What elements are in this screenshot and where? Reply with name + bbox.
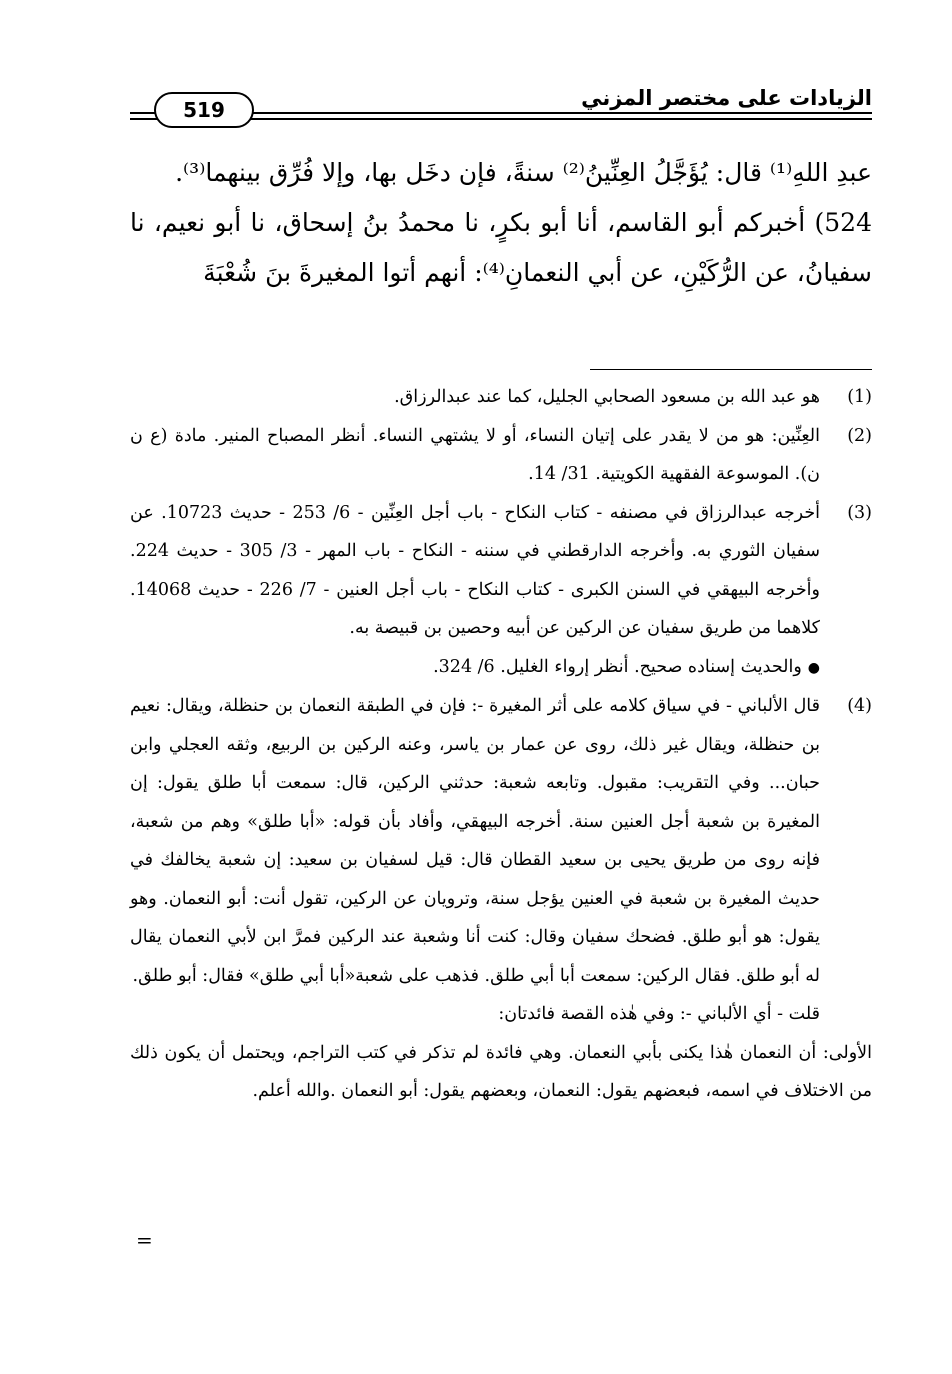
footnote-4-continuation [130, 1034, 872, 1111]
footnote-number: (2) [847, 425, 872, 446]
footnote-text: العِنِّين: هو من لا يقدر على إتيان النساء، أو لا يشتهي النساء. أنظر المصباح المنير. مادة (ع ن ن). الموسوعة الفقهية الكويتية. 31/ 14. [130, 425, 820, 484]
main-text [130, 148, 872, 298]
footnote-text: الأولى: أن النعمان هٰذا يكنى بأبي النعمان. وهي فائدة لم تذكر في كتب التراجم، ويحتمل أن يكون ذلك من الاختلاف في اسمه، فبعضهم يقول: النعمان، وبعضهم يقول: أبو النعمان .والله أعلم. [130, 1042, 872, 1101]
bullet-text: والحديث إسناده صحيح. أنظر إرواء الغليل. 6/ 324. [433, 656, 802, 677]
page-number-badge: 519 [154, 92, 254, 128]
footnote-4-line: قلت - أي الألباني -: وفي هٰذه القصة فائدتان: [498, 1004, 820, 1024]
footnote-number: (1) [847, 387, 872, 407]
bullet-icon: ● [807, 659, 820, 676]
footnote-3 [130, 494, 872, 648]
footnote-2 [130, 417, 872, 494]
footnote-text: هو عبد الله بن مسعود الصحابي الجليل، كما عند عبدالرزاق. [394, 387, 820, 407]
footnote-number: (4) [847, 696, 872, 716]
main-paragraph-2: 524) أخبركم أبو القاسم، أنا أبو بكرٍ، نا محمدُ بنُ إسحاق، نا أبو نعيم، نا سفيانُ، عن الرُّكَيْنِ، عن أبي النعمانِ⁽⁴⁾: أنهم أتوا المغيرةَ بنَ شُعْبَةَ [130, 208, 872, 287]
footnote-4 [130, 687, 872, 1034]
main-paragraph-1: عبدِ اللهِ⁽¹⁾ قال: يُؤَجَّلُ العِنِّينُ⁽²⁾ سنةً، فإن دخَل بها، وإلا فُرِّق بينهما⁽³⁾. [175, 158, 872, 187]
footnote-text: قال الألباني - في سياق كلامه على أثر المغيرة -: فإن في الطبقة النعمان بن حنظلة، ويقال: نعيم بن حنظلة، ويقال غير ذلك، روى عن عمار بن ياسر، وعنه الركين بن الربيع، وثقه العجلي وابن حبان... وفي التقريب: مقبول. وتابعه شعبة: حدثني الركين، قال: سمعت أبا طلق يقول: إن المغيرة بن شعبة أجل العنين سنة. أخرجه البيهقي، وأفاد بأن قوله: «أبا طلق» وهم من شعبة، فإنه روى من طريق يحيى بن سعيد القطان قال: قيل لسفيان بن سعيد: إن شعبة يخالفك في حديث المغيرة بن شعبة في العنين يؤجل سنة، وترويان عن الركين، تقول أنت: أبو النعمان. وهو يقول: هو أبو طلق. فضحك سفيان وقال: كنت أنا وشعبة عند الركين فمرَّ ابن لأبي النعمان يقال له أبو طلق. فقال الركين: سمعت أبا أبي طلق. فذهب على شعبة«أبا أبي طلق» فقال: أبو طلق. [130, 696, 820, 986]
running-title: الزيادات على مختصر المزني [581, 86, 872, 110]
page-header [130, 86, 872, 126]
continuation-mark: = [136, 1228, 153, 1252]
footnote-text: أخرجه عبدالرزاق في مصنفه - كتاب النكاح - باب أجل العِنِّين - 6/ 253 - حديث 10723. عن سفيان الثوري به. وأخرجه الدارقطني في سننه - النكاح - باب المهر - 3/ 305 - حديث 224. وأخرجه البيهقي في السنن الكبرى - كتاب النكاح - باب أجل العنين - 7/ 226 - حديث 14068. كلاهما من طريق سفيان عن الركين عن أبيه وحصين بن قبيصة به. [130, 502, 821, 638]
footnote-number: (3) [847, 502, 872, 523]
footnote-1 [130, 378, 872, 417]
footnotes [130, 378, 872, 1111]
footnote-separator [590, 369, 872, 370]
footnote-3-bullet [130, 648, 872, 688]
